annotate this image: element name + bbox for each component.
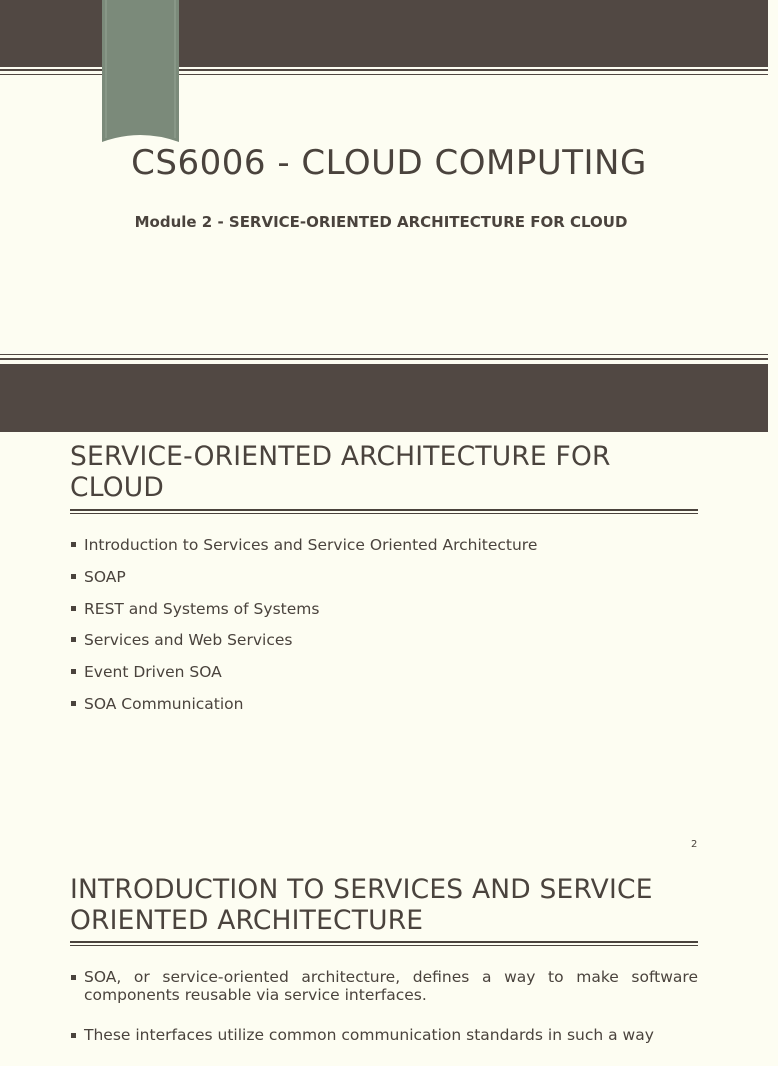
bullet-square-icon (71, 669, 76, 674)
slide-heading-line: CLOUD (70, 472, 164, 503)
bullet-square-icon (71, 975, 76, 980)
list-item (70, 694, 698, 726)
list-item-text: Event Driven SOA (84, 663, 222, 682)
bottom-rule-thick (0, 358, 768, 360)
bullet-square-icon (71, 574, 76, 579)
slide-heading (70, 441, 710, 503)
list-item-text: SOA, or service-oriented architecture, defines a way to make software components reusable via service interfaces. (84, 968, 698, 1004)
list-item (70, 662, 698, 694)
list-item-text: Introduction to Services and Service Oriented Architecture (84, 536, 538, 554)
list-item-text: REST and Systems of Systems (84, 599, 320, 618)
list-item (70, 567, 698, 599)
bottom-band (0, 364, 768, 432)
ribbon-bookmark-icon (102, 0, 179, 145)
heading-divider (70, 509, 698, 515)
intro-list (70, 968, 698, 1066)
slide-heading-line: ORIENTED ARCHITECTURE (70, 905, 424, 936)
bullet-square-icon (71, 1033, 76, 1038)
bullet-square-icon (71, 701, 76, 706)
presentation-title: CS6006 - CLOUD COMPUTING (131, 143, 647, 183)
list-item (70, 968, 698, 1004)
slide-heading-line: INTRODUCTION TO SERVICES AND SERVICE (70, 874, 653, 905)
list-item-text: SOA Communication (84, 694, 244, 713)
list-item-text: These interfaces utilize common communication standards in such a way (84, 1026, 654, 1044)
bullet-square-icon (71, 542, 76, 547)
list-item (70, 1026, 698, 1044)
list-item-text: Services and Web Services (84, 631, 293, 650)
presentation-subtitle: Module 2 - SERVICE-ORIENTED ARCHITECTURE FOR CLOUD (134, 213, 628, 231)
heading-divider (70, 941, 698, 947)
list-item (70, 535, 698, 567)
page-number: 2 (691, 839, 698, 850)
list-item (70, 599, 698, 631)
bullet-square-icon (71, 606, 76, 611)
slide-heading-line: SERVICE-ORIENTED ARCHITECTURE FOR (70, 441, 611, 472)
list-item (70, 630, 698, 662)
slide-heading (70, 874, 710, 936)
bullet-square-icon (71, 637, 76, 642)
bottom-rule-thin (0, 354, 768, 355)
list-item-text: SOAP (84, 567, 126, 586)
agenda-list (70, 535, 698, 726)
title-slide (0, 0, 768, 432)
